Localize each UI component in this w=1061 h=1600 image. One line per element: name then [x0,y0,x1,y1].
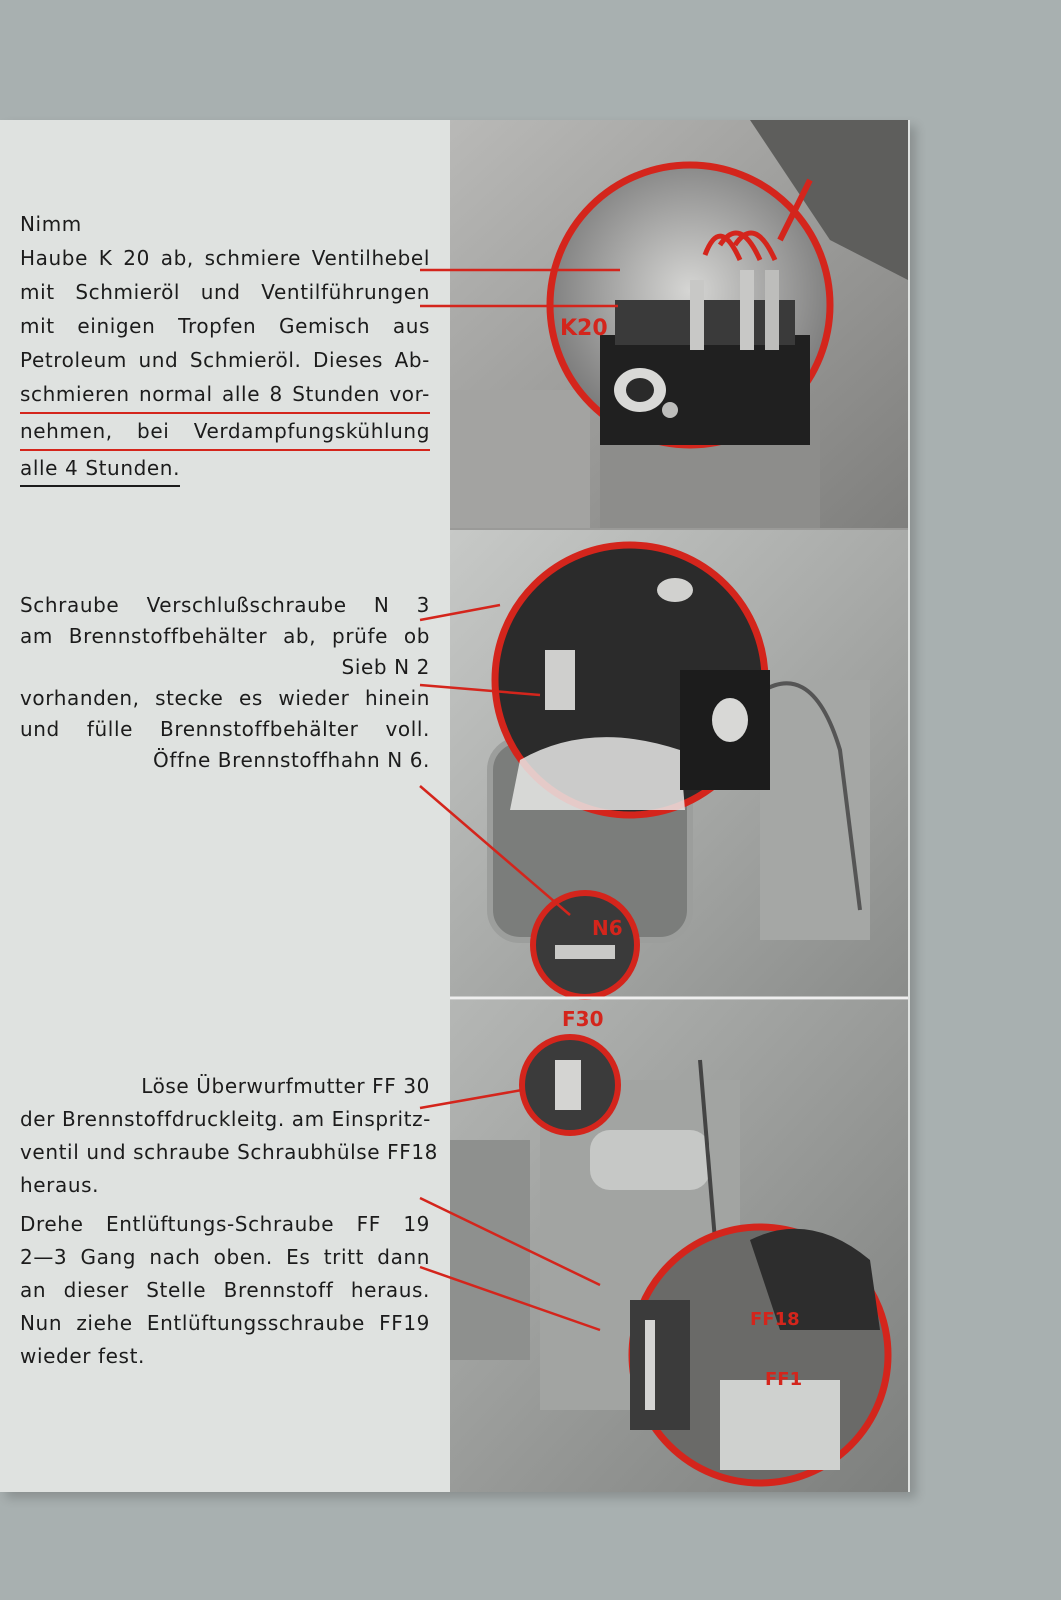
text-line: Sieb N 2 [341,655,430,679]
text-line: Drehe Entlüftungs-Schraube FF 19 [20,1212,430,1236]
text-line: und fülle Brennstoffbehälter voll. [20,717,430,741]
instruction-block-fuel [20,590,430,776]
text-line: alle 4 Stunden. [20,451,180,487]
text-line: 2—3 Gang nach oben. Es tritt dann [20,1245,430,1269]
text-line: nehmen, bei Verdampfungskühlung [20,414,430,451]
text-line: Haube K 20 ab, schmiere Ventilhebel [20,246,430,270]
label-ff19: FF1 [765,1369,803,1390]
text-line: mit einigen Tropfen Gemisch aus [20,314,430,338]
text-line: Nimm [20,212,82,236]
label-ff18: FF18 [750,1309,800,1330]
text-line: wieder fest. [20,1344,145,1368]
text-line: am Brennstoffbehälter ab, prüfe ob [20,624,430,648]
label-n6: N6 [592,916,623,940]
text-line: Schraube Verschlußschraube N 3 [20,593,430,617]
text-line: Löse Überwurfmutter FF 30 [141,1074,430,1098]
instruction-block-lubrication [20,207,430,487]
label-k20: K20 [560,316,608,341]
text-line: ventil und schraube Schraubhülse FF18 [20,1140,439,1164]
text-line: heraus. [20,1173,100,1197]
text-line: Öffne Brennstoffhahn N 6. [153,748,430,772]
text-line: der Brennstoffdruckleitg. am Einspritz- [20,1107,431,1131]
label-f30: F30 [562,1007,604,1031]
text-line: Petroleum und Schmieröl. Dieses Ab- [20,348,430,372]
text-line: an dieser Stelle Brennstoff heraus. [20,1278,430,1302]
text-line: Nun ziehe Entlüftungsschraube FF19 [20,1311,430,1335]
instruction-block-bleeding [20,1070,439,1373]
text-line: schmieren normal alle 8 Stunden vor- [20,377,430,414]
text-line: vorhanden, stecke es wieder hinein [20,686,430,710]
text-line: mit Schmieröl und Ventilführungen [20,280,430,304]
